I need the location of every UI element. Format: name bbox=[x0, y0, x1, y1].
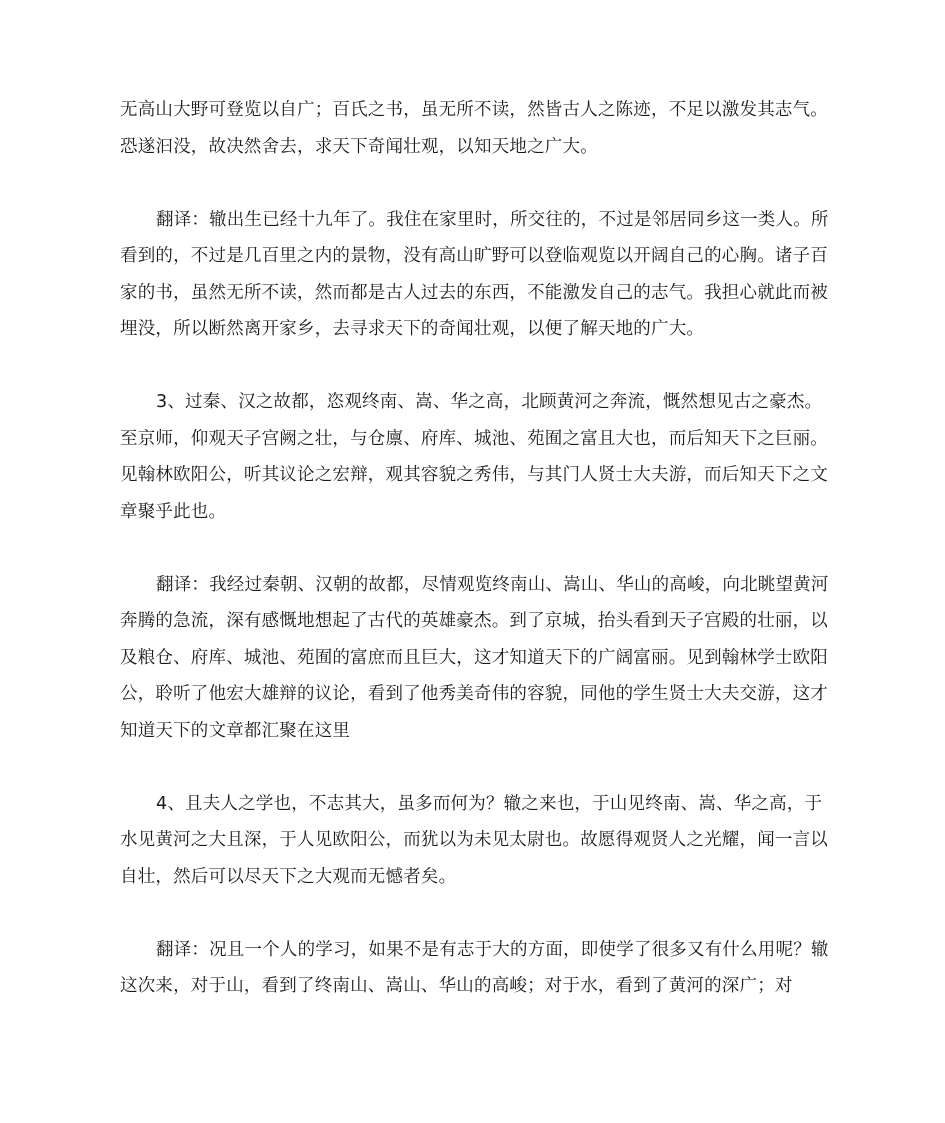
paragraph-gap bbox=[120, 530, 830, 567]
paragraph-gap bbox=[120, 895, 830, 932]
paragraph-translation-4: 翻译：况且一个人的学习，如果不是有志于大的方面，即使学了很多又有什么用呢？辙这次来，对于山，看到了终南山、嵩山、华山的高峻；对于水，看到了黄河的深广；对 bbox=[120, 939, 829, 996]
paragraph-translation-2: 翻译：辙出生已经十九年了。我住在家里时，所交往的，不过是邻居同乡这一类人。所看到的，不过是几百里之内的景物，没有高山旷野可以登临观览以开阔自己的心胸。诸子百家的书，虽然无所不读，然而都是古人过去的东西，不能激发自己的志气。我担心就此而被埋没，所以断然离开家乡，去寻求天下的奇闻壮观，以便了解天地的广大。 bbox=[120, 209, 829, 339]
paragraph-translation-3: 翻译：我经过秦朝、汉朝的故都，尽情观览终南山、嵩山、华山的高峻，向北眺望黄河奔腾的急流，深有感慨地想起了古代的英雄豪杰。到了京城，抬头看到天子宫殿的壮丽，以及粮仓、府库、城池、苑囿的富庶而且巨大，这才知道天下的广阔富丽。见到翰林学士欧阳公，聆听了他宏大雄辩的议论，看到了他秀美奇伟的容貌，同他的学生贤士大夫交游，这才知道天下的文章都汇聚在这里 bbox=[120, 574, 829, 741]
paragraph-gap bbox=[120, 165, 830, 202]
document-page bbox=[120, 92, 830, 1005]
paragraph-original-3: 3、过秦、汉之故都，恣观终南、嵩、华之高，北顾黄河之奔流，慨然想见古之豪杰。至京师，仰观天子宫阙之壮，与仓廪、府库、城池、苑囿之富且大也，而后知天下之巨丽。见翰林欧阳公，听其议论之宏辩，观其容貌之秀伟，与其门人贤士大夫游，而后知天下之文章聚乎此也。 bbox=[120, 392, 828, 522]
paragraph-original-2-cont: 无高山大野可登览以自广；百氏之书，虽无所不读，然皆古人之陈迹，不足以激发其志气。恐遂汩没，故决然舍去，求天下奇闻壮观，以知天地之广大。 bbox=[120, 100, 828, 157]
paragraph-gap bbox=[120, 749, 830, 786]
paragraph-original-4: 4、且夫人之学也，不志其大，虽多而何为？辙之来也，于山见终南、嵩、华之高，于水见黄河之大且深，于人见欧阳公，而犹以为未见太尉也。故愿得观贤人之光耀，闻一言以自壮，然后可以尽天下之大观而无憾者矣。 bbox=[120, 793, 828, 887]
paragraph-gap bbox=[120, 348, 830, 385]
